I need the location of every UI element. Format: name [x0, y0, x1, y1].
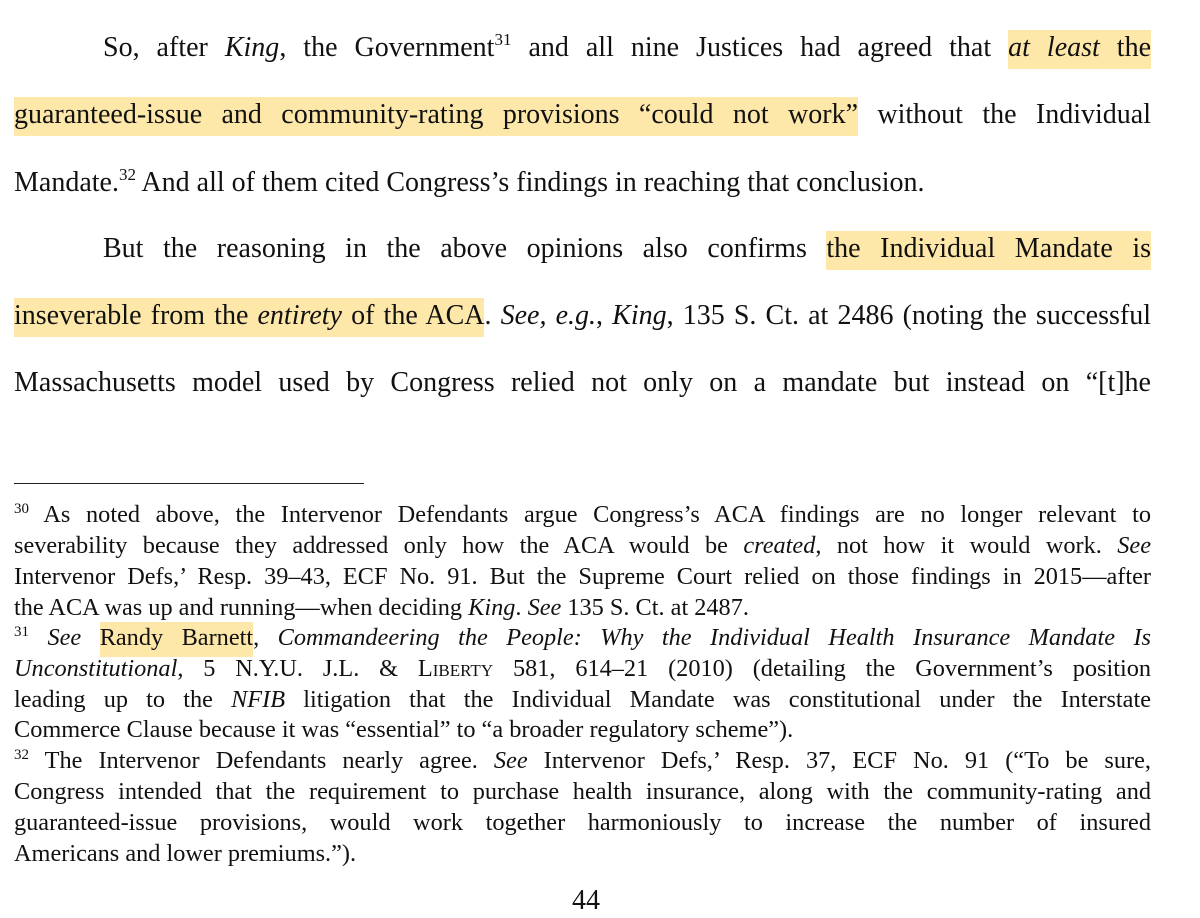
- text-run: As noted above, the Intervenor Defendants argue Congress’s ACA findings are no longer relevant to: [29, 501, 1151, 528]
- text-run: Massachusetts model used by Congress relied not only on a mandate but instead on “[t]he: [14, 367, 1151, 398]
- text-run: Commerce Clause because it was “essential” to “a broader regulatory scheme”).: [14, 716, 794, 743]
- footnote-31-line-3: [14, 686, 1151, 714]
- text-run: .: [484, 300, 501, 331]
- text-run: 135 S. Ct. at 2487.: [561, 594, 749, 621]
- signal: See, e.g.: [500, 300, 597, 331]
- footnote-separator: [14, 483, 364, 484]
- text-run: [29, 624, 47, 651]
- body-line-1: [103, 31, 1151, 65]
- signal: See: [527, 594, 562, 621]
- footnote-30-line-2: [14, 532, 1151, 560]
- body-line-3: [14, 166, 1151, 200]
- text-run: , not how it would work.: [815, 532, 1118, 559]
- highlight: guaranteed-issue and community-rating provisions “could not work”: [14, 97, 858, 136]
- footnote-30-line-3: [14, 563, 1151, 591]
- text-run: And all of them cited Congress’s findings in reaching that conclusion.: [135, 167, 925, 198]
- footnote-30-line-4: [14, 594, 1151, 622]
- text-run: of the ACA: [341, 300, 485, 331]
- text-run: Intervenor Defs,’ Resp. 37, ECF No. 91 (“To be sure,: [527, 747, 1151, 774]
- text-run: the ACA was up and running—when deciding: [14, 594, 469, 621]
- footnote-32-line-4: [14, 840, 1151, 868]
- text-run: Congress intended that the requirement to purchase health insurance, along with the community-rating and: [14, 778, 1151, 805]
- footnote-number: 30: [14, 501, 29, 517]
- text-run: the: [1099, 32, 1151, 63]
- text-run: Americans and lower premiums.”).: [14, 840, 357, 867]
- text-run: 581, 614–21 (2010) (detailing the Government’s position: [493, 655, 1152, 682]
- highlight: Randy Barnett: [100, 622, 253, 657]
- text-run: .: [515, 594, 528, 621]
- emphasis: at least: [1008, 32, 1100, 63]
- body-line-2: [14, 98, 1151, 132]
- case-name: King: [224, 32, 280, 63]
- footnote-31-line-4: [14, 716, 1151, 744]
- emphasis: created: [743, 532, 816, 559]
- text-run: , 5 N.Y.U. J.L. &: [177, 655, 418, 682]
- journal-name: Liberty: [417, 655, 494, 682]
- case-name: King: [612, 300, 667, 331]
- footnote-31-line-1: [14, 624, 1151, 652]
- footnote-ref-32[interactable]: 32: [118, 165, 136, 184]
- footnote-32-line-2: [14, 778, 1151, 806]
- body-line-5: [14, 299, 1151, 333]
- footnote-30-line-1: [14, 501, 1151, 529]
- text-run: leading up to the: [14, 686, 232, 713]
- text-run: Mandate.: [14, 167, 119, 198]
- text-run: severability because they addressed only how the ACA would be: [14, 532, 744, 559]
- footnote-ref-31[interactable]: 31: [494, 30, 512, 49]
- text-run: Intervenor Defs,’ Resp. 39–43, ECF No. 91. But the Supreme Court relied on those findings in 2015—after: [14, 563, 1151, 590]
- text-run: But the reasoning in the above opinions also confirms: [103, 233, 827, 264]
- body-line-6: [14, 366, 1151, 400]
- highlight: [14, 298, 484, 337]
- footnote-number: 32: [14, 747, 29, 763]
- text-run: So, after: [103, 32, 225, 63]
- case-name: King: [468, 594, 516, 621]
- article-title: Unconstitutional: [14, 655, 178, 682]
- highlight: [1008, 30, 1151, 69]
- signal: See: [47, 624, 82, 651]
- highlight: the Individual Mandate is: [826, 231, 1151, 270]
- text-run: litigation that the Individual Mandate was constitutional under the Interstate: [285, 686, 1151, 713]
- footnote-32-line-1: [14, 747, 1151, 775]
- body-line-4: [103, 232, 1151, 266]
- footnote-32-line-3: [14, 809, 1151, 837]
- text-run: guaranteed-issue provisions, would work together harmoniously to increase the number of insured: [14, 809, 1151, 836]
- text-run: [81, 624, 99, 651]
- text-run: ,: [596, 300, 613, 331]
- footnote-number: 31: [14, 624, 29, 640]
- emphasis: entirety: [257, 300, 342, 331]
- text-run: ,: [253, 624, 278, 651]
- page-number: 44: [572, 885, 600, 916]
- text-run: , the Government: [279, 32, 495, 63]
- case-name: NFIB: [231, 686, 286, 713]
- text-run: inseverable from the: [14, 300, 258, 331]
- text-run: , 135 S. Ct. at 2486 (noting the successful: [666, 300, 1152, 331]
- footnote-31-line-2: [14, 655, 1151, 683]
- text-run: The Intervenor Defendants nearly agree.: [29, 747, 494, 774]
- article-title: Commandeering the People: Why the Individual Health Insurance Mandate Is: [277, 624, 1152, 651]
- signal: See: [493, 747, 528, 774]
- signal: See: [1117, 532, 1151, 559]
- text-run: and all nine Justices had agreed that: [511, 32, 1009, 63]
- text-run: without the Individual: [858, 99, 1151, 130]
